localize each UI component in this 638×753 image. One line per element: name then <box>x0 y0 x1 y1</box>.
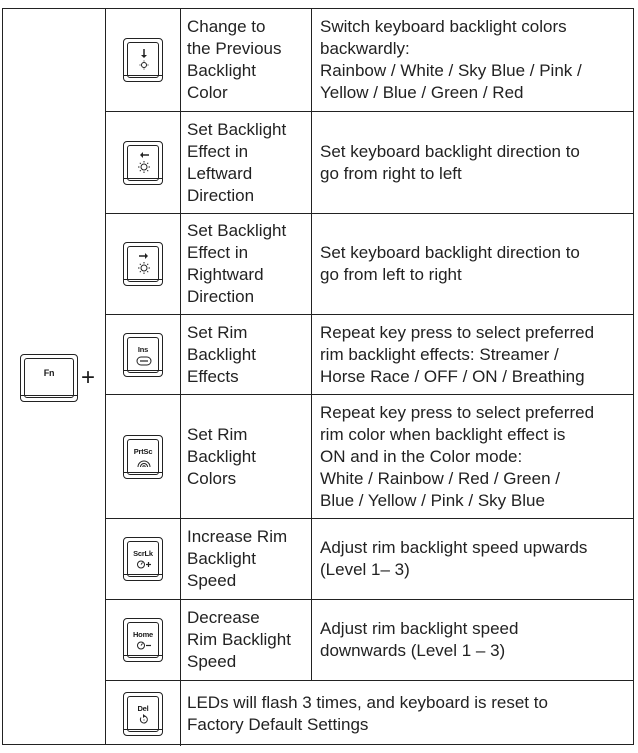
function-name: Increase Rim Backlight Speed <box>187 527 288 590</box>
arrow-left-sun-icon <box>123 141 163 185</box>
function-name: Set Rim Backlight Effects <box>187 322 256 386</box>
table-row <box>106 519 633 600</box>
function-name: Set Backlight Effect in Leftward Direction <box>187 119 287 205</box>
arrow-down-sun-icon <box>123 38 163 82</box>
function-key-table <box>2 8 634 745</box>
function-description: Switch keyboard backlight colors backwardly: Rainbow / White / Sky Blue / Pink / Yellow / Blue / Green / Red <box>320 17 582 102</box>
key-cell <box>106 214 181 314</box>
function-name: Decrease Rim Backlight Speed <box>187 608 291 671</box>
reset-icon <box>123 692 163 736</box>
fn-combo <box>20 354 95 402</box>
function-description: Set keyboard backlight direction to go from left to right <box>320 243 580 284</box>
key-cell <box>106 681 181 746</box>
function-description: Repeat key press to select preferred rim backlight effects: Streamer / Horse Race / OFF / ON / Breathing <box>320 322 595 386</box>
table-row <box>106 600 633 681</box>
table-row <box>106 112 633 214</box>
function-description: LEDs will flash 3 times, and keyboard is reset to Factory Default Settings <box>187 692 548 734</box>
key-label: Home <box>132 630 154 639</box>
key-cell <box>106 600 181 680</box>
function-description: Adjust rim backlight speed downwards (Level 1 – 3) <box>320 619 519 660</box>
table-row <box>106 315 633 395</box>
rim-effect-icon <box>123 333 163 377</box>
key-label: Ins <box>137 344 149 354</box>
key-cell <box>106 519 181 599</box>
table-row <box>106 214 633 315</box>
fn-key <box>20 354 78 402</box>
speed-up-icon <box>123 537 163 581</box>
rim-color-icon <box>123 435 163 479</box>
function-name: Set Backlight Effect in Rightward Direction <box>187 221 287 306</box>
function-description: Adjust rim backlight speed upwards (Level 1– 3) <box>320 538 588 579</box>
arrow-right-sun-icon <box>123 242 163 286</box>
function-name: Set Rim Backlight Colors <box>187 424 256 488</box>
function-description: Repeat key press to select preferred rim color when backlight effect is ON and in the Color mode: White / Rainbow / Red / Green / Blue / Yellow / Pink / Sky Blue <box>320 402 595 510</box>
key-cell <box>106 9 181 111</box>
key-label: ScrLk <box>133 549 153 558</box>
plus-sign: + <box>81 364 96 391</box>
fn-modifier-cell <box>3 9 106 744</box>
function-description: Set keyboard backlight direction to go from right to left <box>320 141 580 183</box>
fn-key-label: Fn <box>43 368 55 378</box>
table-row <box>106 681 633 746</box>
table-row <box>106 395 633 519</box>
function-name: Change to the Previous Backlight Color <box>187 17 282 102</box>
key-label: PrtSc <box>133 446 153 456</box>
speed-down-icon <box>123 618 163 662</box>
key-label: Del <box>137 703 149 713</box>
key-cell <box>106 315 181 394</box>
table-row <box>106 9 633 112</box>
key-cell <box>106 112 181 213</box>
key-cell <box>106 395 181 518</box>
